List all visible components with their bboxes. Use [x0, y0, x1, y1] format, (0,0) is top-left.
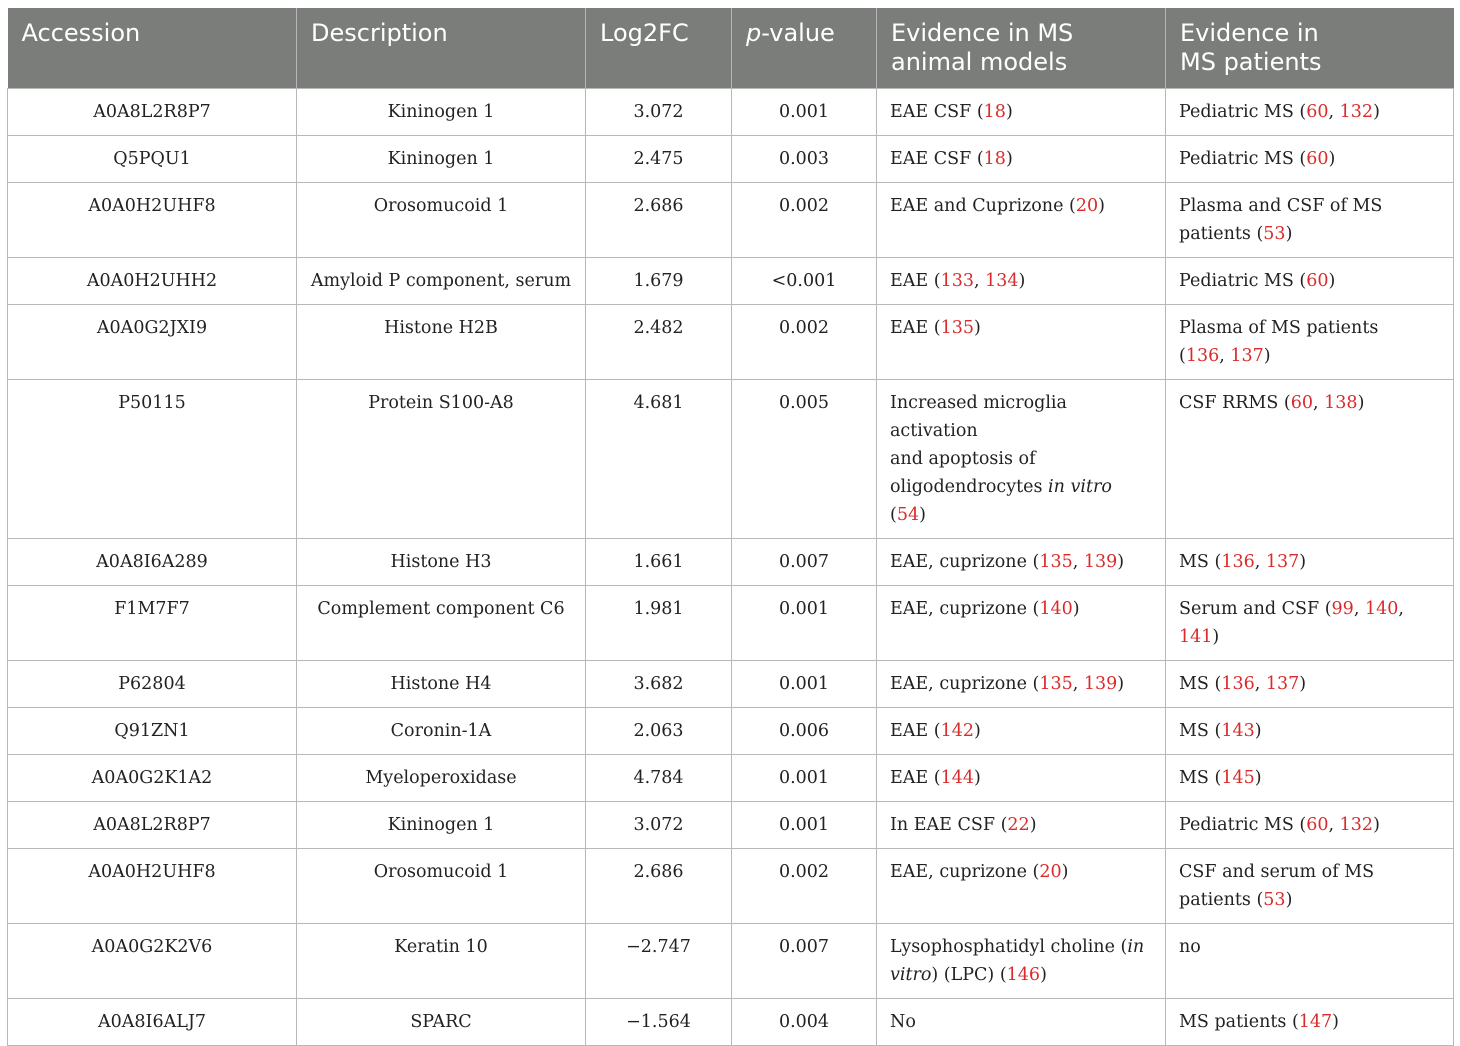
patient-evidence-cell	[1166, 183, 1454, 258]
reference-link: 139	[1083, 674, 1118, 694]
log2fc-cell: −2.747	[586, 924, 732, 999]
pvalue-cell: 0.001	[732, 661, 877, 708]
pvalue-cell: 0.002	[732, 183, 877, 258]
patient-evidence-cell	[1166, 755, 1454, 802]
description-cell: Kininogen 1	[297, 89, 586, 136]
cell-text: MS (	[1179, 768, 1222, 788]
cell-text: oligodendrocytes	[890, 477, 1049, 497]
cell-text: CSF and serum of MS	[1179, 862, 1375, 882]
log2fc-cell: 2.686	[586, 183, 732, 258]
accession-cell: A0A0H2UHF8	[8, 183, 297, 258]
cell-text: )	[1018, 271, 1026, 291]
reference-link: 60	[1306, 815, 1329, 835]
log2fc-cell: −1.564	[586, 999, 732, 1046]
header-animal-line1: Evidence in MS	[891, 19, 1074, 47]
animal-evidence-cell	[877, 586, 1166, 661]
cell-text: )	[919, 505, 926, 525]
description-cell: Orosomucoid 1	[297, 183, 586, 258]
cell-text: )	[1029, 815, 1037, 835]
description-cell: Kininogen 1	[297, 802, 586, 849]
reference-link: 137	[1265, 552, 1300, 572]
animal-evidence-cell	[877, 755, 1166, 802]
pvalue-cell: 0.001	[732, 802, 877, 849]
reference-link: 54	[896, 505, 920, 525]
reference-link: 60	[1306, 102, 1329, 122]
table-row	[8, 586, 1454, 661]
cell-text: No	[890, 1012, 916, 1032]
cell-text: )	[1373, 102, 1380, 122]
patient-evidence-cell	[1166, 999, 1454, 1046]
table-row	[8, 999, 1454, 1046]
cell-text: ,	[1219, 346, 1231, 366]
pvalue-cell: 0.006	[732, 708, 877, 755]
cell-text: )	[1254, 768, 1262, 788]
patient-evidence-cell	[1166, 305, 1454, 380]
cell-text: MS patients (	[1179, 1012, 1299, 1032]
cell-text: MS (	[1179, 674, 1222, 694]
cell-text: )	[1005, 149, 1013, 169]
cell-text: In EAE CSF (	[890, 815, 1008, 835]
patient-evidence-cell	[1166, 849, 1454, 924]
reference-link: 145	[1221, 768, 1255, 788]
reference-link: 53	[1263, 224, 1286, 244]
cell-text: Pediatric MS (	[1179, 149, 1307, 169]
accession-cell: A0A0G2K1A2	[8, 755, 297, 802]
animal-evidence-cell	[877, 924, 1166, 999]
reference-link: 136	[1221, 552, 1255, 572]
reference-link: 135	[940, 318, 974, 338]
cell-text: ,	[1072, 552, 1084, 572]
cell-text: ,	[973, 271, 986, 291]
reference-link: 132	[1339, 815, 1374, 835]
animal-evidence-cell	[877, 89, 1166, 136]
cell-text: )	[1061, 862, 1069, 882]
pvalue-cell: 0.002	[732, 305, 877, 380]
cell-text: )	[1005, 102, 1013, 122]
header-pvalue	[732, 8, 877, 89]
description-cell: Orosomucoid 1	[297, 849, 586, 924]
cell-text: ) (LPC) (	[931, 965, 1007, 985]
cell-text: EAE (	[890, 318, 941, 338]
reference-link: 137	[1230, 346, 1264, 366]
description-cell: Histone H2B	[297, 305, 586, 380]
cell-text: (	[1179, 346, 1186, 366]
header-animal-models	[877, 8, 1166, 89]
cell-text: (	[890, 505, 897, 525]
cell-text: )	[1332, 1012, 1339, 1032]
reference-link: 135	[1039, 674, 1073, 694]
cell-text: ,	[1254, 552, 1266, 572]
cell-text: ,	[1353, 599, 1365, 619]
accession-cell: F1M7F7	[8, 586, 297, 661]
pvalue-cell: 0.007	[732, 539, 877, 586]
patient-evidence-cell	[1166, 136, 1454, 183]
cell-text: MS (	[1179, 721, 1222, 741]
animal-evidence-cell	[877, 849, 1166, 924]
cell-text: )	[1098, 196, 1105, 216]
italic-text: vitro	[890, 965, 932, 985]
italic-text: in	[1127, 937, 1145, 957]
cell-text: Pediatric MS (	[1179, 815, 1307, 835]
cell-text: )	[1072, 599, 1080, 619]
patient-evidence-cell	[1166, 380, 1454, 539]
patient-evidence-cell	[1166, 89, 1454, 136]
animal-evidence-cell	[877, 539, 1166, 586]
table-row	[8, 89, 1454, 136]
cell-text: EAE CSF (	[890, 149, 984, 169]
cell-text: MS (	[1179, 552, 1222, 572]
log2fc-cell: 1.981	[586, 586, 732, 661]
table-row	[8, 183, 1454, 258]
reference-link: 132	[1339, 102, 1374, 122]
pvalue-cell: 0.001	[732, 89, 877, 136]
cell-text: patients (	[1179, 224, 1264, 244]
cell-text: Increased microglia activation	[890, 393, 1067, 441]
cell-text: )	[973, 768, 981, 788]
reference-link: 139	[1083, 552, 1118, 572]
reference-link: 135	[1039, 552, 1073, 572]
cell-text: ,	[1328, 815, 1340, 835]
animal-evidence-cell	[877, 661, 1166, 708]
cell-text: ,	[1072, 674, 1084, 694]
cell-text: )	[973, 721, 981, 741]
log2fc-cell: 2.686	[586, 849, 732, 924]
reference-link: 20	[1075, 196, 1099, 216]
description-cell: Myeloperoxidase	[297, 755, 586, 802]
description-cell: Keratin 10	[297, 924, 586, 999]
pvalue-cell: 0.001	[732, 586, 877, 661]
cell-text: EAE, cuprizone (	[890, 552, 1040, 572]
reference-link: 133	[940, 271, 974, 291]
table-row	[8, 136, 1454, 183]
table-row	[8, 802, 1454, 849]
animal-evidence-cell	[877, 183, 1166, 258]
cell-text: EAE CSF (	[890, 102, 984, 122]
description-cell: Protein S100-A8	[297, 380, 586, 539]
header-pvalue-italic: p	[746, 19, 762, 47]
header-animal-line2: animal models	[891, 48, 1068, 76]
cell-text: Serum and CSF (	[1179, 599, 1332, 619]
accession-cell: A0A8L2R8P7	[8, 89, 297, 136]
reference-link: 147	[1298, 1012, 1333, 1032]
cell-text: EAE, cuprizone (	[890, 674, 1040, 694]
log2fc-cell: 2.063	[586, 708, 732, 755]
cell-text: ,	[1398, 599, 1404, 619]
cell-text: Pediatric MS (	[1179, 271, 1307, 291]
cell-text: )	[1299, 552, 1307, 572]
pvalue-cell: 0.002	[732, 849, 877, 924]
animal-evidence-cell	[877, 708, 1166, 755]
cell-text: ,	[1313, 393, 1325, 413]
reference-link: 134	[985, 271, 1019, 291]
log2fc-cell: 3.682	[586, 661, 732, 708]
reference-link: 144	[940, 768, 974, 788]
accession-cell: A0A0G2K2V6	[8, 924, 297, 999]
cell-text: EAE (	[890, 768, 941, 788]
table-row	[8, 755, 1454, 802]
cell-text: )	[973, 318, 981, 338]
cell-text: )	[1117, 674, 1125, 694]
accession-cell: A0A8I6ALJ7	[8, 999, 297, 1046]
cell-text: EAE, cuprizone (	[890, 599, 1040, 619]
description-cell: Histone H3	[297, 539, 586, 586]
cell-text: )	[1212, 627, 1220, 647]
cell-text: Plasma and CSF of MS	[1179, 196, 1383, 216]
reference-link: 60	[1290, 393, 1314, 413]
table-body	[8, 89, 1454, 1046]
reference-link: 143	[1221, 721, 1255, 741]
cell-text: )	[1254, 721, 1262, 741]
pvalue-cell: 0.003	[732, 136, 877, 183]
header-patients-line2: MS patients	[1180, 48, 1322, 76]
cell-text: Plasma of MS patients	[1179, 318, 1379, 338]
description-cell: SPARC	[297, 999, 586, 1046]
log2fc-cell: 1.679	[586, 258, 732, 305]
pvalue-cell: 0.004	[732, 999, 877, 1046]
cell-text: Pediatric MS (	[1179, 102, 1307, 122]
accession-cell: A0A0H2UHH2	[8, 258, 297, 305]
reference-link: 53	[1263, 890, 1286, 910]
reference-link: 142	[940, 721, 974, 741]
pvalue-cell: 0.007	[732, 924, 877, 999]
accession-cell: P62804	[8, 661, 297, 708]
cell-text: EAE and Cuprizone (	[890, 196, 1076, 216]
header-accession: Accession	[8, 8, 297, 89]
cell-text: )	[1328, 271, 1336, 291]
reference-link: 146	[1006, 965, 1041, 985]
animal-evidence-cell	[877, 258, 1166, 305]
table-row	[8, 539, 1454, 586]
pvalue-cell: 0.005	[732, 380, 877, 539]
cell-text: )	[1285, 890, 1293, 910]
cell-text: )	[1040, 965, 1047, 985]
reference-link: 136	[1185, 346, 1220, 366]
italic-text: in vitro	[1048, 477, 1112, 497]
cell-text: )	[1373, 815, 1380, 835]
animal-evidence-cell	[877, 802, 1166, 849]
accession-cell: P50115	[8, 380, 297, 539]
table-row	[8, 661, 1454, 708]
log2fc-cell: 2.482	[586, 305, 732, 380]
cell-text: CSF RRMS (	[1179, 393, 1291, 413]
reference-link: 60	[1306, 271, 1329, 291]
patient-evidence-cell	[1166, 924, 1454, 999]
accession-cell: A0A0H2UHF8	[8, 849, 297, 924]
description-cell: Complement component C6	[297, 586, 586, 661]
reference-link: 20	[1039, 862, 1062, 882]
cell-text: and apoptosis of	[890, 449, 1036, 469]
pvalue-cell: <0.001	[732, 258, 877, 305]
reference-link: 99	[1331, 599, 1354, 619]
cell-text: ,	[1254, 674, 1266, 694]
cell-text: )	[1117, 552, 1125, 572]
reference-link: 18	[983, 102, 1006, 122]
patient-evidence-cell	[1166, 539, 1454, 586]
accession-cell: A0A8I6A289	[8, 539, 297, 586]
cell-text: patients (	[1179, 890, 1264, 910]
log2fc-cell: 1.661	[586, 539, 732, 586]
table-row	[8, 258, 1454, 305]
reference-link: 60	[1306, 149, 1329, 169]
log2fc-cell: 2.475	[586, 136, 732, 183]
header-row	[8, 8, 1454, 89]
description-cell: Amyloid P component, serum	[297, 258, 586, 305]
cell-text: )	[1285, 224, 1293, 244]
log2fc-cell: 3.072	[586, 802, 732, 849]
reference-link: 138	[1324, 393, 1358, 413]
patient-evidence-cell	[1166, 708, 1454, 755]
reference-link: 137	[1265, 674, 1300, 694]
header-ms-patients	[1166, 8, 1454, 89]
patient-evidence-cell	[1166, 586, 1454, 661]
cell-text: no	[1179, 937, 1201, 957]
cell-text: EAE (	[890, 271, 941, 291]
cell-text: EAE, cuprizone (	[890, 862, 1040, 882]
animal-evidence-cell	[877, 380, 1166, 539]
header-description: Description	[297, 8, 586, 89]
header-patients-line1: Evidence in	[1180, 19, 1319, 47]
header-pvalue-rest: -value	[761, 19, 835, 47]
reference-link: 18	[983, 149, 1006, 169]
table-row	[8, 305, 1454, 380]
reference-link: 140	[1039, 599, 1073, 619]
table-row	[8, 708, 1454, 755]
reference-link: 141	[1179, 627, 1213, 647]
animal-evidence-cell	[877, 999, 1166, 1046]
reference-link: 22	[1007, 815, 1030, 835]
description-cell: Coronin-1A	[297, 708, 586, 755]
cell-text: )	[1299, 674, 1307, 694]
accession-cell: A0A0G2JXI9	[8, 305, 297, 380]
animal-evidence-cell	[877, 305, 1166, 380]
reference-link: 136	[1221, 674, 1255, 694]
patient-evidence-cell	[1166, 802, 1454, 849]
cell-text: )	[1357, 393, 1365, 413]
accession-cell: Q5PQU1	[8, 136, 297, 183]
table-row	[8, 849, 1454, 924]
patient-evidence-cell	[1166, 258, 1454, 305]
log2fc-cell: 3.072	[586, 89, 732, 136]
patient-evidence-cell	[1166, 661, 1454, 708]
animal-evidence-cell	[877, 136, 1166, 183]
cell-text: )	[1328, 149, 1336, 169]
log2fc-cell: 4.784	[586, 755, 732, 802]
data-table	[7, 8, 1454, 1046]
cell-text: ,	[1328, 102, 1340, 122]
table-row	[8, 924, 1454, 999]
cell-text: EAE (	[890, 721, 941, 741]
log2fc-cell: 4.681	[586, 380, 732, 539]
accession-cell: A0A8L2R8P7	[8, 802, 297, 849]
cell-text: )	[1263, 346, 1271, 366]
header-log2fc: Log2FC	[586, 8, 732, 89]
accession-cell: Q91ZN1	[8, 708, 297, 755]
table-row	[8, 380, 1454, 539]
description-cell: Histone H4	[297, 661, 586, 708]
reference-link: 140	[1364, 599, 1399, 619]
description-cell: Kininogen 1	[297, 136, 586, 183]
cell-text: Lysophosphatidyl choline (	[890, 937, 1128, 957]
pvalue-cell: 0.001	[732, 755, 877, 802]
